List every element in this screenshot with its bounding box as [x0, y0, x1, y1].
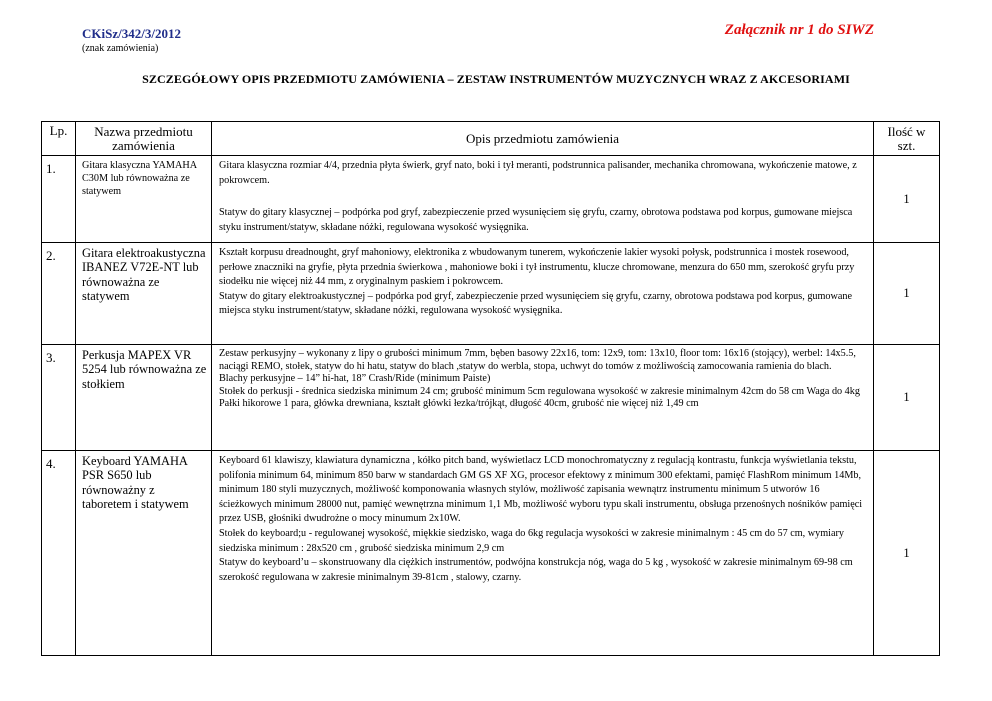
description-paragraph: Gitara klasyczna rozmiar 4/4, przednia płyta świerk, gryf nato, boki i tył meranti, podstrunnica palisander, mechanika chromowana, wykończenie matowe, z pokrowcem. [219, 160, 857, 186]
description-paragraph: Kształt korpusu dreadnought, gryf mahoniowy, elektronika z wbudowanym tunerem, wykończenie lakier wysoki połysk, podstrunnica i mostek rosewood, perłowe znaczniki na gryfie, płyta przednia świerkowa , mahoniowe boki i tył instrumentu, klucze chromowane, menzura do 650 mm, szerokość gryfu przy siodełku nie więcej niż 44 mm, z oryginalnym paskiem i pokrowcem. [219, 247, 855, 288]
description-paragraph: Stołek do perkusji - średnica siedziska minimum 24 cm; grubość minimum 5cm regulowana wysokość w zakresie minimalnym 42cm do 58 cm Waga do 4kg [219, 385, 860, 397]
description-paragraph: Stołek do keyboard;u - regulowanej wysokość, miękkie siedzisko, waga do 6kg regulacja wysokości w zakresie minimalnym : 45 cm do 57 cm, wymiary siedziska minimum : 28x520 cm , grubość siedziska minimum 2,9 cm [219, 527, 844, 554]
header-name: Nazwa przedmiotu zamówienia [76, 122, 212, 156]
row-quantity: 1 [874, 243, 940, 345]
table-row [42, 156, 940, 243]
row-description [212, 345, 874, 451]
row-lp: 1. [42, 156, 76, 243]
description-paragraph: Statyw do gitary elektroakustycznej – podpórka pod gryf, zabezpieczenie przed wysunięciem się gryfu, czarny, obrotowa podstawa pod korpus, gumowane miejsca styku instrument/statyw, składane nóżki, regulowana wysokość wysięgnika. [219, 290, 853, 317]
row-description [212, 156, 874, 243]
description-spacer [219, 188, 869, 206]
row-description [212, 451, 874, 656]
annex-label: Załącznik nr 1 do SIWZ [724, 22, 874, 38]
header-lp: Lp. [42, 122, 76, 156]
row-quantity: 1 [874, 451, 940, 656]
header-description: Opis przedmiotu zamówienia [212, 122, 874, 156]
row-lp: 4. [42, 451, 76, 656]
description-paragraph: Statyw do gitary klasycznej – podpórka pod gryf, zabezpieczenie przed wysunięciem się gryfu, czarny, obrotowa podstawa pod korpus, gumowane miejsca styku instrument/statyw, składane nóżki, regulowana wysokość wysięgnika. [219, 207, 853, 233]
description-paragraph: Blachy perkusyjne – 14” hi-hat, 18” Crash/Ride (minimum Paiste) [219, 373, 491, 385]
document-title: SZCZEGÓŁOWY OPIS PRZEDMIOTU ZAMÓWIENIA – ZESTAW INSTRUMENTÓW MUZYCZNYCH WRAZ Z AKCESORIAMI [142, 72, 850, 86]
order-reference-note: (znak zamówienia) [82, 43, 159, 54]
order-reference: CKiSz/342/3/2012 [82, 26, 181, 41]
row-name: Gitara elektroakustyczna IBANEZ V72E-NT lub równoważna ze statywem [76, 243, 212, 345]
table-row [42, 243, 940, 345]
row-name: Perkusja MAPEX VR 5254 lub równoważna ze stołkiem [76, 345, 212, 451]
description-paragraph: Pałki hikorowe 1 para, główka drewniana, kształt główki łezka/trójkąt, długość 40cm, grubość nie więcej niż 1,49 cm [219, 398, 699, 410]
row-quantity: 1 [874, 156, 940, 243]
description-paragraph: Zestaw perkusyjny – wykonany z lipy o grubości minimum 7mm, bęben basowy 22x16, tom: 12x9, tom: 13x10, floor tom: 16x16 (stojący), werbel: 14x5.5, naciągi REMO, stołek, statyw do hi hatu, statyw do blach ,statyw do werbla, stopa, uchwyt do tomów z możliwością zamocowania ramienia do blach. [219, 348, 856, 372]
table-row [42, 345, 940, 451]
header-quantity: Ilość w szt. [874, 122, 940, 156]
row-lp: 3. [42, 345, 76, 451]
row-name: Keyboard YAMAHA PSR S650 lub równoważny z taboretem i statywem [76, 451, 212, 656]
row-quantity: 1 [874, 345, 940, 451]
specification-table [41, 121, 940, 656]
description-paragraph: Keyboard 61 klawiszy, klawiatura dynamiczna , kółko pitch band, wyświetlacz LCD monochromatyczny z regulacją kontrastu, funkcja wyświetlania tekstu, polifonia minimum 64, minimum 850 barw w standardach GM GS XF XG, procesor efektowy z minimum 300 efektami, pamięć FlashRom minimum 14Mb, minimum 180 styli muzycznych, możliwość komponowania własnych stylów, możliwość zapisania wewnątrz instrumentu minimum 5 utworów 16 ścieżkowych minimum 28000 nut, pamięć wewnętrzna minimum 1,1 Mb, możliwość wyboru typu skali instrumentu, obsługa przenośnych nośników pamięci przez USB, głośniki dwudrożne o mocy minumum 2x10W. [219, 455, 863, 525]
table-row [42, 451, 940, 656]
description-paragraph: Statyw do keyboard’u – skonstruowany dla ciężkich instrumentów, podwójna konstrukcja nóg, waga do 5 kg , wysokość w zakresie minimalnym 69-98 cm szerokość regulowana w zakresie minimalnym 39-81cm , stalowy, czarny. [219, 557, 853, 583]
row-name: Gitara klasyczna YAMAHA C30M lub równoważna ze statywem [76, 156, 212, 243]
table-header-row [42, 122, 940, 156]
row-description [212, 243, 874, 345]
row-lp: 2. [42, 243, 76, 345]
